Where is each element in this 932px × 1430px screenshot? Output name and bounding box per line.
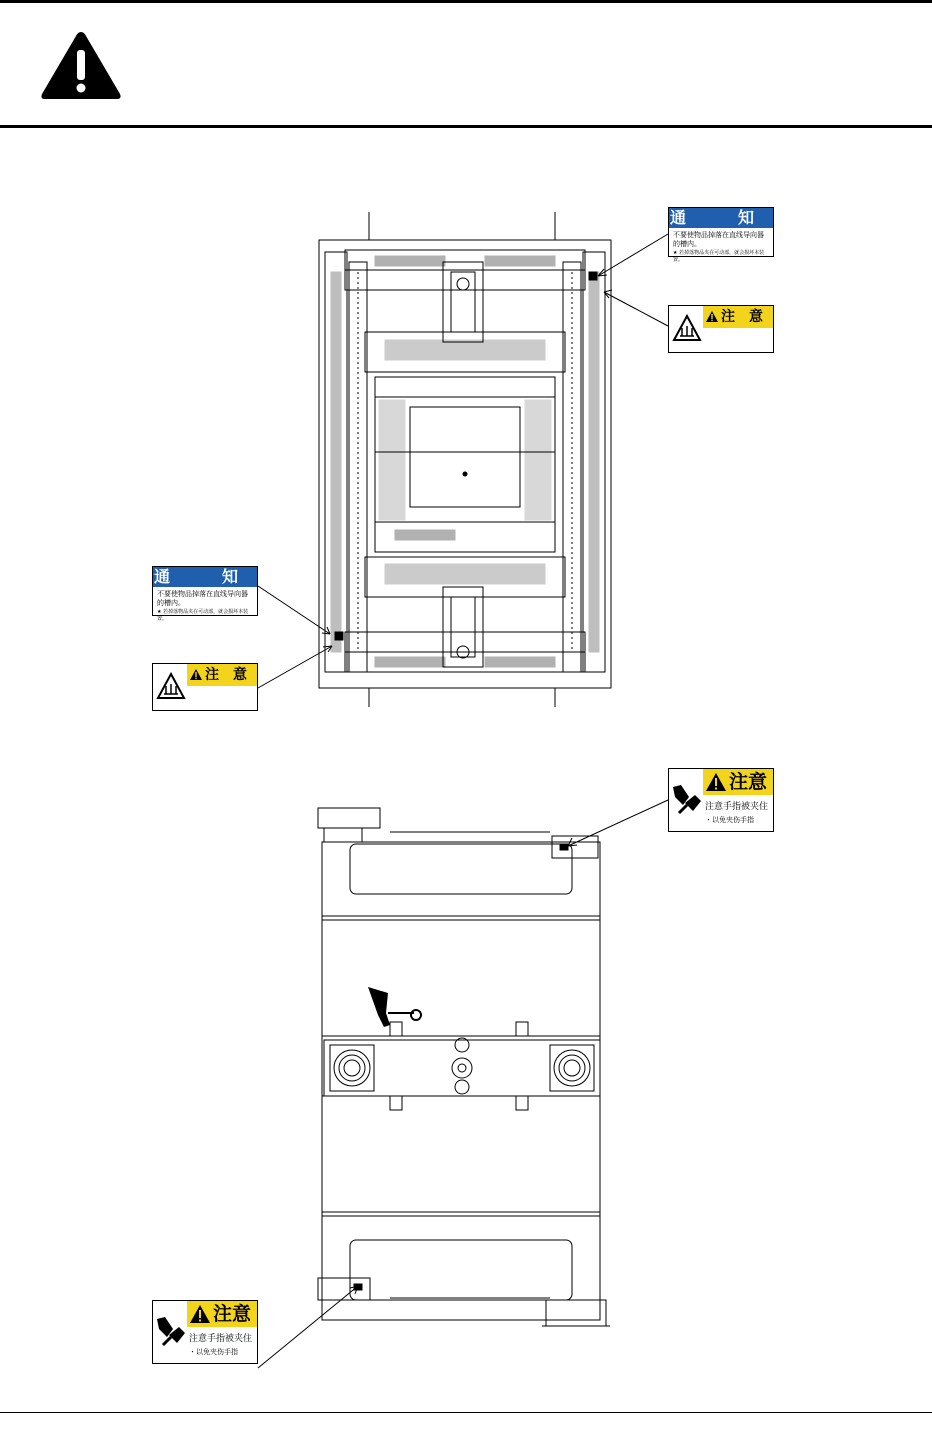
pinch-line-2: ・以免夹伤手指 xyxy=(189,1348,238,1356)
notice-line-1: 不要使物品掉落在直线导向器的槽内。 xyxy=(673,231,764,248)
pinch-line-1: 注意手指被夹住 xyxy=(189,1334,253,1344)
notice-label-left xyxy=(152,566,258,622)
warning-triangle-icon xyxy=(189,668,203,681)
warning-triangle-icon xyxy=(189,1304,211,1324)
pinch-title: 注意 xyxy=(213,1303,252,1325)
hand-pinch-icon xyxy=(671,783,705,817)
caution-label-top xyxy=(668,305,774,353)
notice-line-2: ★ 若掉落物品夹在可动部，就会损坏本装置。 xyxy=(157,609,249,622)
pinch-caution-label-bottom xyxy=(152,1300,258,1364)
notice-label-top xyxy=(668,207,774,263)
hot-surface-icon xyxy=(156,672,186,700)
caution-title: 注 意 xyxy=(721,309,763,325)
pinch-line-1: 注意手指被夹住 xyxy=(705,802,769,812)
hot-surface-icon xyxy=(672,314,702,342)
warning-triangle-icon xyxy=(705,310,719,323)
pinch-caution-label-top xyxy=(668,768,774,832)
pinch-title: 注意 xyxy=(729,771,768,793)
caution-title: 注 意 xyxy=(205,667,247,683)
hand-pinch-icon xyxy=(155,1315,189,1349)
caution-label-left xyxy=(152,663,258,711)
pinch-line-2: ・以免夹伤手指 xyxy=(705,816,754,824)
notice-line-2: ★ 若掉落物品夹在可动部，就会损坏本装置。 xyxy=(673,250,765,263)
warning-triangle-icon xyxy=(705,772,727,792)
notice-title: 通 知 xyxy=(669,208,772,227)
footer-rule xyxy=(0,1412,932,1413)
notice-title: 通 知 xyxy=(153,567,256,586)
bottom-view-leader-lines xyxy=(0,760,932,1380)
notice-line-1: 不要使物品掉落在直线导向器的槽内。 xyxy=(157,590,248,607)
